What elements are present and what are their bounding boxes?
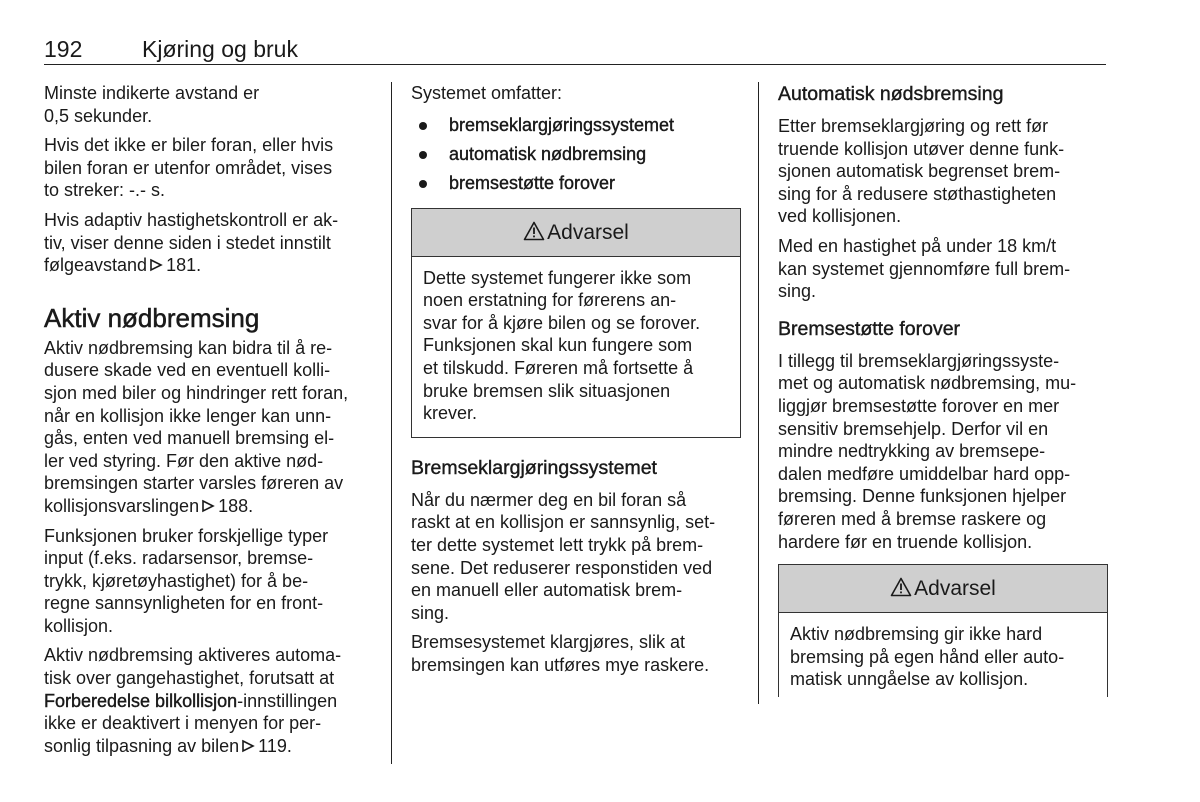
- page-reference[interactable]: 119.: [258, 735, 292, 756]
- paragraph-intro-braking: Aktiv nødbremsing kan bidra til å re- dusere skade ved en eventuell kolli- sjon med biler og hindringer rett foran, når en kollisjon ikke lenger kan unn- gås, enten ved manuell bremsing el- ler ved styring. Før den aktive nød- bremsingen starter varsles føreren av kollisjonsvarslingen 188.: [44, 337, 349, 516]
- list-item: automatisk nødbremsing: [411, 140, 741, 169]
- bullet-icon: [419, 122, 427, 130]
- section-title: Kjøring og bruk: [142, 36, 298, 62]
- subheading: Bremsestøtte forover: [778, 317, 961, 340]
- paragraph-activation: Aktiv nødbremsing aktiveres automa- tisk over gangehastighet, forutsatt at Forberedelse bilkollisjon-innstillingen ikke er deaktivert i menyen for per- sonlig tilpasning av bilen 119.: [44, 645, 342, 756]
- warning-title: Advarsel: [914, 577, 996, 601]
- warning-body: Aktiv nødbremsing gir ikke hard bremsing på egen hånd eller auto- matisk unngåelse av kollisjon.: [790, 624, 1065, 690]
- list-item: bremsestøtte forover: [411, 169, 741, 198]
- paragraph-min-distance: Minste indikerte avstand er 0,5 sekunder.: [44, 83, 260, 126]
- paragraph-inputs: Funksjonen bruker forskjellige typer input (f.eks. radarsensor, bremse- trykk, kjøretøyhastighet) for å be- regne sannsynligheten for en front- kollisjon.: [44, 525, 329, 636]
- warning-title: Advarsel: [547, 220, 629, 244]
- warning-box: [411, 208, 741, 438]
- paragraph-brake-ready: Bremsesystemet klargjøres, slik at bremsingen kan utføres mye raskere.: [411, 632, 710, 675]
- paragraph-brake-assist: I tillegg til bremseklargjøringssyste- met og automatisk nødbremsing, mu- liggjør bremsestøtte forover en mer sensitiv bremsehjelp. Derfor vil en mindre nedtrykking av bremsepe- dalen medføre umiddelbar hard opp- bremsing. Denne funksjonen hjelper føreren med å bremse raskere og hardere før en truende kollisjon.: [778, 350, 1077, 552]
- subheading: Automatisk nødsbremsing: [778, 83, 1004, 105]
- warning-body: Dette systemet fungerer ikke som noen erstatning for førerens an- svar for å kjøre bilen og se forover. Funksjonen skal kun fungere som et tilskudd. Føreren må fortsette å bruke bremsen slik situasjonen krever.: [423, 267, 701, 424]
- system-list: [411, 111, 741, 198]
- warning-header: [412, 209, 740, 257]
- paragraph-no-cars: Hvis det ikke er biler foran, eller hvis bilen foran er utenfor området, vises to streker: -.- s.: [44, 135, 334, 201]
- warning-triangle-icon: [890, 577, 912, 597]
- column-middle: [411, 82, 741, 684]
- column-divider: [391, 82, 392, 764]
- warning-triangle-icon: [523, 221, 545, 241]
- page-reference-icon: [241, 739, 255, 753]
- system-intro: Systemet omfatter:: [411, 83, 563, 103]
- page-header: [44, 34, 1106, 65]
- setting-name: Forberedelse bilkollisjon: [44, 690, 238, 711]
- section-heading: Aktiv nødbremsing: [44, 302, 260, 333]
- page-reference-icon: [201, 499, 215, 513]
- paragraph-speed: Med en hastighet på under 18 km/t kan systemet gjennomføre full brem- sing.: [778, 235, 1071, 302]
- page-number: 192: [44, 36, 83, 62]
- bullet-icon: [419, 180, 427, 188]
- column-divider: [758, 82, 759, 704]
- paragraph-brake-prep: Når du nærmer deg en bil foran så raskt at en kollisjon er sannsynlig, set- ter dette systemet lett trykk på brem- sene. Det reduserer responstiden ved en manuell eller automatisk brem- sing.: [411, 489, 716, 623]
- warning-header: [779, 565, 1107, 613]
- column-left: [44, 82, 374, 764]
- paragraph-adaptive-cruise: Hvis adaptiv hastighetskontroll er ak- tiv, viser denne siden i stedet innstilt følgeavstand 181.: [44, 209, 339, 276]
- bullet-icon: [419, 151, 427, 159]
- list-item: bremseklargjøringssystemet: [411, 111, 741, 140]
- subheading: Bremseklargjøringssystemet: [411, 456, 657, 479]
- column-right: [778, 82, 1108, 715]
- page-reference[interactable]: 188.: [218, 495, 254, 516]
- warning-box: [778, 564, 1108, 697]
- page-reference-icon: [149, 258, 163, 272]
- paragraph-auto-braking: Etter bremseklargjøring og rett før truende kollisjon utøver denne funk- sjonen automatisk begrenset brem- sing for å redusere støthastigheten ved kollisjonen.: [778, 116, 1065, 227]
- page-reference[interactable]: 181.: [166, 255, 202, 276]
